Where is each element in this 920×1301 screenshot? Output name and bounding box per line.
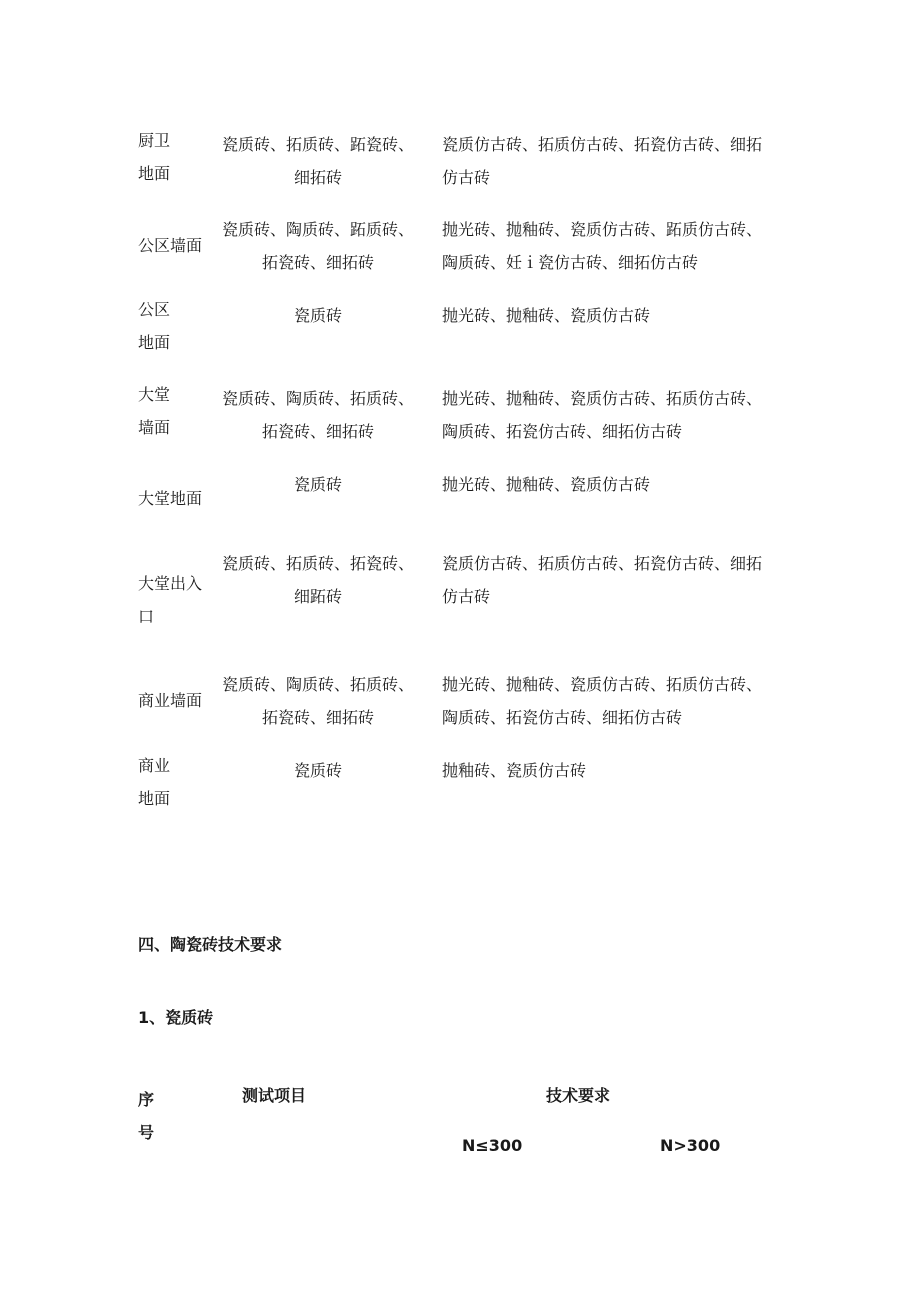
row-standard-tiles: 瓷质砖、陶质砖、拓质砖、 拓瓷砖、细拓砖	[221, 389, 414, 441]
row-area-label: 商业 地面	[138, 756, 171, 808]
column-header-seq: 序 号	[138, 1090, 155, 1142]
row-recommended-tiles: 抛光砖、抛釉砖、瓷质仿古砖	[442, 306, 651, 325]
row-area-label: 大堂出入 口	[138, 574, 203, 626]
row-area-label: 大堂 墙面	[138, 385, 171, 437]
row-area-label: 大堂地面	[138, 489, 203, 508]
row-recommended-tiles: 抛光砖、抛釉砖、瓷质仿古砖、拓质仿古砖、 陶质砖、拓瓷仿古砖、细拓仿古砖	[442, 675, 763, 727]
subheader-n-gt-300: N>300	[660, 1136, 721, 1155]
section-heading: 四、陶瓷砖技术要求	[138, 935, 283, 954]
subheader-n-le-300: N≤300	[462, 1136, 523, 1155]
row-recommended-tiles: 抛釉砖、瓷质仿古砖	[442, 761, 587, 780]
row-recommended-tiles: 瓷质仿古砖、拓质仿古砖、拓瓷仿古砖、细拓 仿古砖	[442, 135, 763, 187]
column-header-test-item: 测试项目	[242, 1086, 307, 1105]
row-standard-tiles: 瓷质砖	[293, 306, 342, 325]
row-recommended-tiles: 抛光砖、抛釉砖、瓷质仿古砖、跖质仿古砖、 陶质砖、妊ｉ瓷仿古砖、细拓仿古砖	[442, 220, 763, 272]
subsection-heading: 1、瓷质砖	[138, 1008, 214, 1027]
row-standard-tiles: 瓷质砖、拓质砖、拓瓷砖、 细跖砖	[221, 554, 414, 606]
row-standard-tiles: 瓷质砖、陶质砖、拓质砖、 拓瓷砖、细拓砖	[221, 675, 414, 727]
row-area-label: 厨卫 地面	[138, 131, 171, 183]
row-area-label: 商业墙面	[138, 691, 203, 710]
row-area-label: 公区墙面	[138, 236, 203, 255]
row-recommended-tiles: 抛光砖、抛釉砖、瓷质仿古砖	[442, 475, 651, 494]
column-header-requirement: 技术要求	[546, 1086, 611, 1105]
row-standard-tiles: 瓷质砖	[293, 475, 342, 494]
row-recommended-tiles: 瓷质仿古砖、拓质仿古砖、拓瓷仿古砖、细拓 仿古砖	[442, 554, 763, 606]
row-recommended-tiles: 抛光砖、抛釉砖、瓷质仿古砖、拓质仿古砖、 陶质砖、拓瓷仿古砖、细拓仿古砖	[442, 389, 763, 441]
row-standard-tiles: 瓷质砖	[293, 761, 342, 780]
row-standard-tiles: 瓷质砖、拓质砖、跖瓷砖、 细拓砖	[221, 135, 414, 187]
row-standard-tiles: 瓷质砖、陶质砖、跖质砖、 拓瓷砖、细拓砖	[221, 220, 414, 272]
row-area-label: 公区 地面	[138, 300, 171, 352]
